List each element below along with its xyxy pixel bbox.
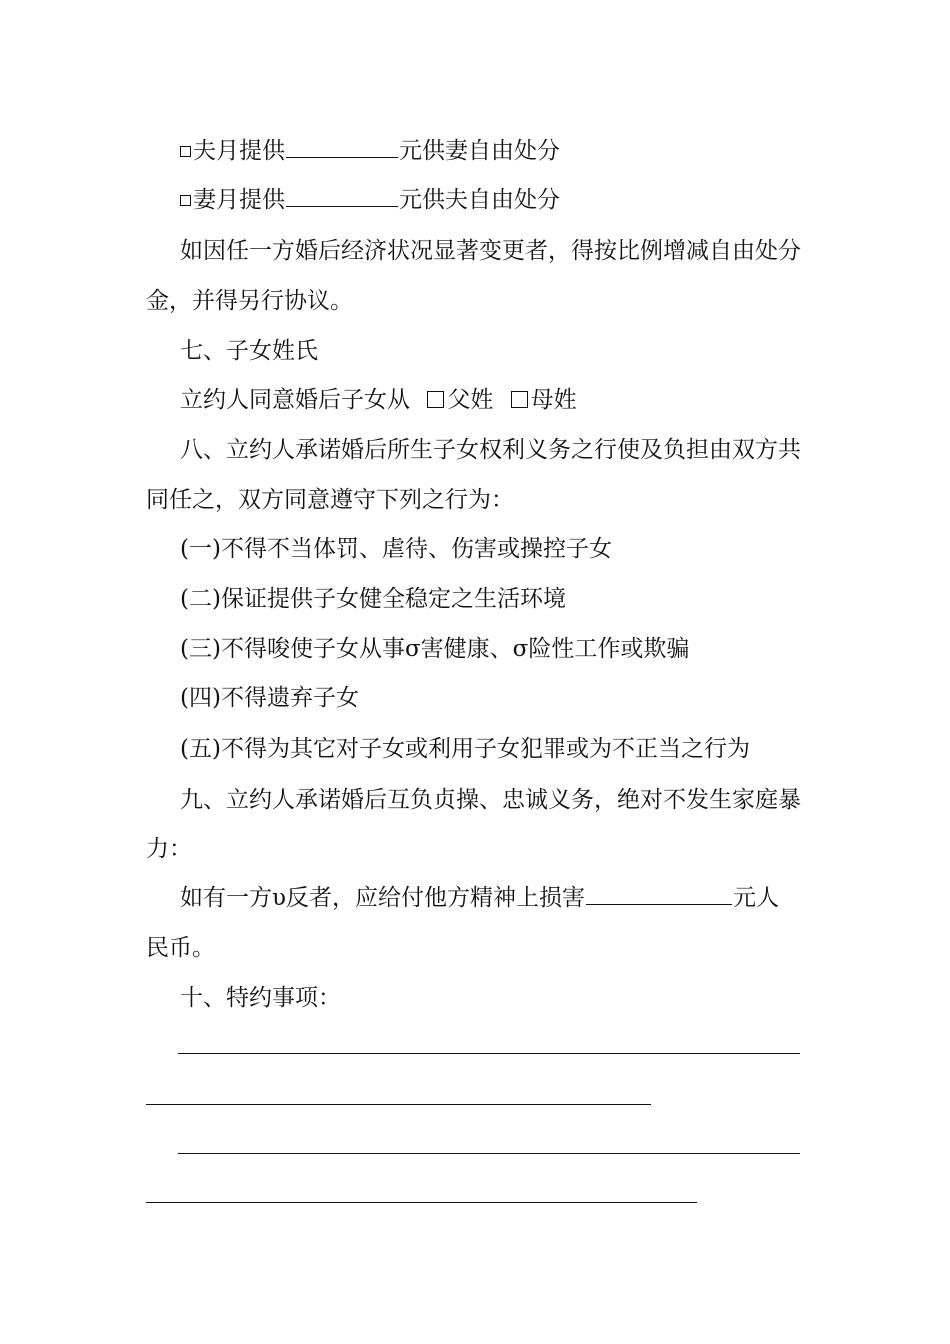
option-wife-line: 妻月提供 元供夫自由处分: [180, 184, 560, 216]
item-1: (一)不得不当体罚、虐待、伤害或操控子女: [180, 536, 612, 562]
section-7-title: 七、子女姓氏: [180, 338, 318, 364]
section-8-line2: 同任之，双方同意遵守下列之行为：: [146, 487, 514, 513]
section-9-line1: 九、立约人承诺婚后互负贞操、忠诚义务，绝对不发生家庭暴: [180, 787, 801, 813]
option-husband-line: 夫月提供 元供妻自由处分: [180, 135, 560, 167]
blank-husband-amount[interactable]: [286, 135, 398, 158]
special-terms-blank-1[interactable]: [178, 1053, 800, 1054]
checkbox-wife[interactable]: [180, 195, 191, 206]
special-terms-blank-2[interactable]: [146, 1104, 651, 1105]
para-change-line2: 金，并得另行协议。: [146, 288, 353, 314]
special-terms-blank-4[interactable]: [146, 1202, 697, 1203]
section-8-line1: 八、立约人承诺婚后所生子女权利义务之行使及负担由双方共: [180, 437, 801, 463]
blank-compensation-amount[interactable]: [586, 882, 732, 905]
section-10-title: 十、特约事项：: [180, 985, 341, 1011]
checkbox-mother-surname[interactable]: [511, 391, 528, 408]
item-4: (四)不得遗弃子女: [180, 685, 359, 711]
section-9-line3: 如有一方υ反者，应给付他方精神上损害 元人: [180, 882, 779, 914]
section-7-choice: 立约人同意婚后子女从 父姓 母姓: [180, 387, 577, 413]
section-9-line4: 民币。: [146, 935, 215, 961]
special-terms-blank-3[interactable]: [178, 1153, 800, 1154]
checkbox-husband[interactable]: [180, 146, 191, 157]
para-change-line1: 如因任一方婚后经济状况显著变更者，得按比例增减自由处分: [180, 238, 801, 264]
section-9-line2: 力：: [146, 836, 192, 862]
checkbox-father-surname[interactable]: [427, 391, 444, 408]
blank-wife-amount[interactable]: [286, 184, 398, 207]
item-5: (五)不得为其它对子女或利用子女犯罪或为不正当之行为: [180, 736, 750, 762]
item-3: (三)不得唆使子女从事σ害健康、σ险性工作或欺骗: [180, 636, 690, 662]
item-2: (二)保证提供子女健全稳定之生活环境: [180, 586, 566, 612]
